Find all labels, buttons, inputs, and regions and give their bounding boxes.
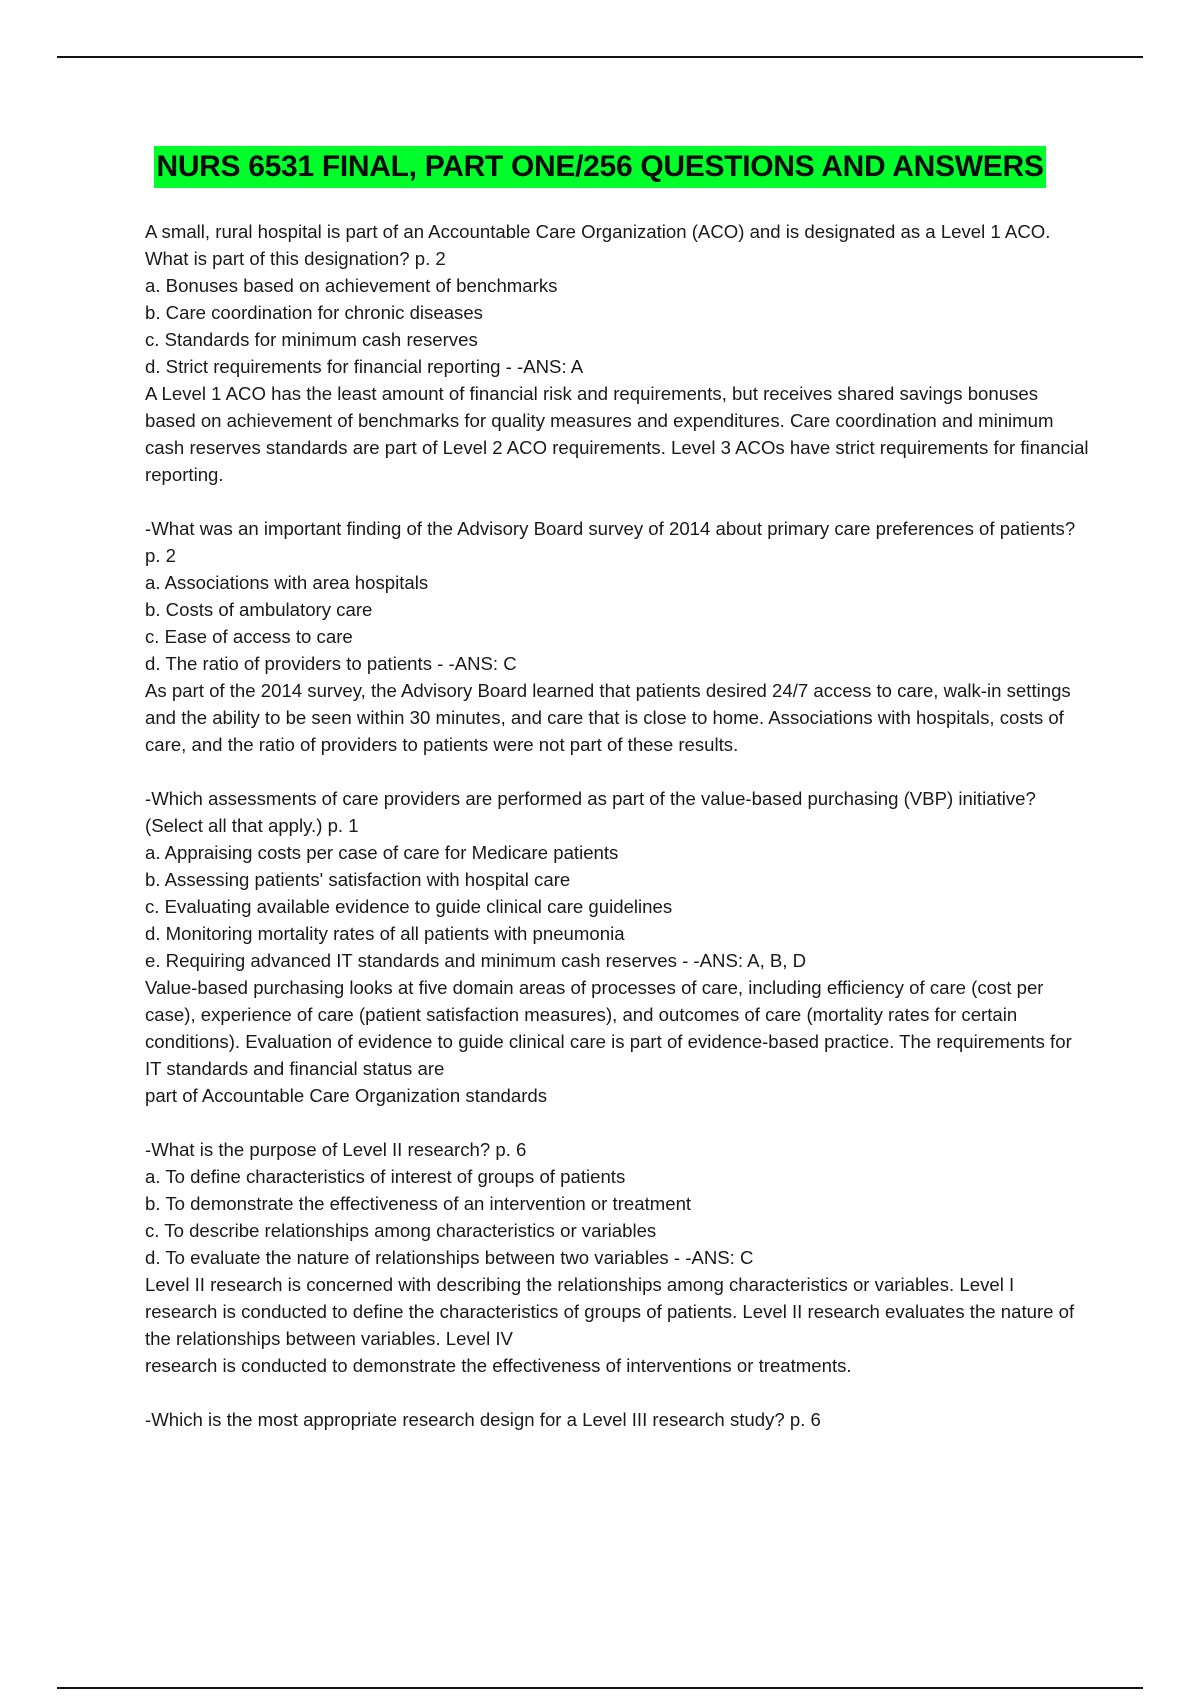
answer-option: b. To demonstrate the effectiveness of an intervention or treatment — [145, 1193, 692, 1214]
answer-option: d. Strict requirements for financial reporting - -ANS: A — [145, 356, 584, 377]
question-text: A small, rural hospital is part of an Accountable Care Organization (ACO) and is designated as a Level 1 ACO. What is part of this designation? p. 2 — [145, 221, 1051, 269]
answer-option: b. Care coordination for chronic diseases — [145, 302, 483, 323]
qa-block-1 — [145, 218, 1090, 488]
qa-block-5 — [145, 1406, 1090, 1433]
answer-option: a. Bonuses based on achievement of benchmarks — [145, 275, 558, 296]
answer-option: b. Assessing patients' satisfaction with hospital care — [145, 869, 571, 890]
top-rule — [57, 56, 1143, 58]
answer-option: a. To define characteristics of interest of groups of patients — [145, 1166, 626, 1187]
answer-option: c. To describe relationships among characteristics or variables — [145, 1220, 657, 1241]
answer-option: a. Appraising costs per case of care for Medicare patients — [145, 842, 619, 863]
answer-option: a. Associations with area hospitals — [145, 572, 429, 593]
answer-option: e. Requiring advanced IT standards and minimum cash reserves - -ANS: A, B, D — [145, 950, 807, 971]
rationale-text: As part of the 2014 survey, the Advisory Board learned that patients desired 24/7 access to care, walk-in settings and the ability to be seen within 30 minutes, and care that is close to home. Associations with hospitals, costs of care, and the ratio of providers to patients were not part of these results. — [145, 680, 1071, 755]
title-container — [0, 146, 1200, 188]
page-title: NURS 6531 FINAL, PART ONE/256 QUESTIONS AND ANSWERS — [154, 146, 1045, 188]
qa-block-4 — [145, 1136, 1090, 1379]
qa-block-2 — [145, 515, 1090, 758]
answer-option: d. To evaluate the nature of relationships between two variables - -ANS: C — [145, 1247, 754, 1268]
answer-option: c. Evaluating available evidence to guide clinical care guidelines — [145, 896, 673, 917]
bottom-rule — [57, 1687, 1143, 1689]
rationale-text: Value-based purchasing looks at five domain areas of processes of care, including efficiency of care (cost per case), experience of care (patient satisfaction measures), and outcomes of care (mortality rates for certain conditions). Evaluation of evidence to guide clinical care is part of evidence-based practice. The requirements for IT standards and financial status are — [145, 977, 1072, 1079]
rationale-text: A Level 1 ACO has the least amount of financial risk and requirements, but receives shared savings bonuses based on achievement of benchmarks for quality measures and expenditures. Care coordination and minimum cash reserves standards are part of Level 2 ACO requirements. Level 3 ACOs have strict requirements for financial reporting. — [145, 383, 1089, 485]
question-text: -What is the purpose of Level II research? p. 6 — [145, 1139, 527, 1160]
rationale-text: part of Accountable Care Organization standards — [145, 1085, 548, 1106]
answer-option: c. Ease of access to care — [145, 626, 353, 647]
question-text: -What was an important finding of the Advisory Board survey of 2014 about primary care preferences of patients? p. 2 — [145, 518, 1076, 566]
answer-option: d. Monitoring mortality rates of all patients with pneumonia — [145, 923, 625, 944]
question-text: -Which is the most appropriate research design for a Level III research study? p. 6 — [145, 1409, 821, 1430]
answer-option: d. The ratio of providers to patients - -ANS: C — [145, 653, 517, 674]
rationale-text: Level II research is concerned with describing the relationships among characteristics or variables. Level I research is conducted to define the characteristics of groups of patients. Level II research evaluates the nature of the relationships between variables. Level IV — [145, 1274, 1075, 1349]
document-body — [145, 218, 1090, 1460]
answer-option: b. Costs of ambulatory care — [145, 599, 373, 620]
answer-option: c. Standards for minimum cash reserves — [145, 329, 478, 350]
qa-block-3 — [145, 785, 1090, 1109]
question-text: -Which assessments of care providers are performed as part of the value-based purchasing (VBP) initiative? (Select all that apply.) p. 1 — [145, 788, 1036, 836]
rationale-text: research is conducted to demonstrate the effectiveness of interventions or treatments. — [145, 1355, 852, 1376]
